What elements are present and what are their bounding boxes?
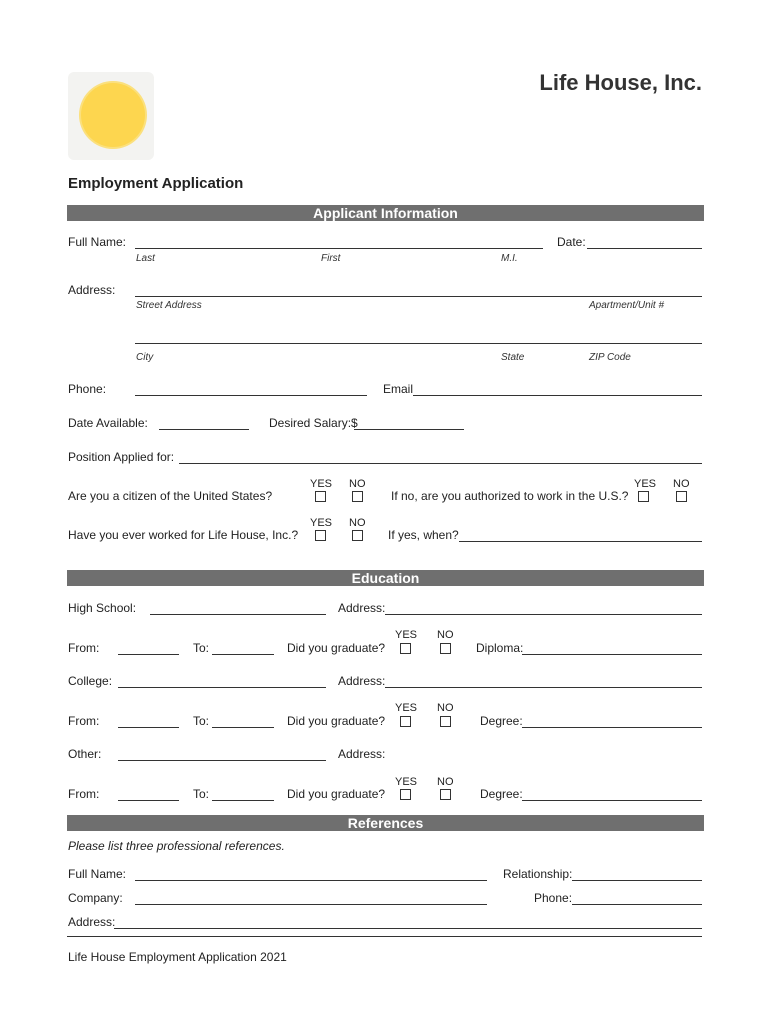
section-header-education: Education <box>67 570 704 586</box>
college-degree-label: Degree: <box>480 714 523 728</box>
hs-no-label: NO <box>437 629 454 641</box>
date-field[interactable] <box>587 248 702 249</box>
citizen-no-checkbox[interactable] <box>352 491 363 502</box>
citizen-question: Are you a citizen of the United States? <box>68 489 273 503</box>
full-name-field[interactable] <box>135 248 543 249</box>
other-degree-label: Degree: <box>480 787 523 801</box>
ref-full-name-label: Full Name: <box>68 867 127 881</box>
desired-salary-field[interactable] <box>354 429 464 430</box>
high-school-address-field[interactable] <box>385 614 702 615</box>
last-sublabel: Last <box>136 253 155 264</box>
email-field[interactable] <box>413 395 702 396</box>
authorized-no-label: NO <box>673 478 690 490</box>
address-label: Address: <box>68 283 116 297</box>
mi-sublabel: M.I. <box>501 253 518 264</box>
other-no-checkbox[interactable] <box>440 789 451 800</box>
college-graduate-question: Did you graduate? <box>287 714 386 728</box>
hs-graduate-question: Did you graduate? <box>287 641 386 655</box>
street-address-field[interactable] <box>135 296 702 297</box>
college-to-label: To: <box>193 714 210 728</box>
other-yes-checkbox[interactable] <box>400 789 411 800</box>
sun-logo-icon <box>81 83 145 147</box>
section-header-applicant: Applicant Information <box>67 205 704 221</box>
college-address-field[interactable] <box>385 687 702 688</box>
ref-address-label: Address: <box>68 915 116 929</box>
high-school-address-label: Address: <box>338 601 386 615</box>
state-sublabel: State <box>501 352 525 363</box>
desired-salary-label: Desired Salary:$ <box>269 416 358 430</box>
position-label: Position Applied for: <box>68 450 175 464</box>
other-to-label: To: <box>193 787 210 801</box>
other-to-field[interactable] <box>212 800 274 801</box>
college-to-field[interactable] <box>212 727 274 728</box>
other-graduate-question: Did you graduate? <box>287 787 386 801</box>
hs-to-label: To: <box>193 641 210 655</box>
ref-company-label: Company: <box>68 891 123 905</box>
footer-text: Life House Employment Application 2021 <box>68 950 287 964</box>
other-address-label: Address: <box>338 747 386 761</box>
authorized-yes-label: YES <box>634 478 657 490</box>
phone-field[interactable] <box>135 395 367 396</box>
worked-yes-checkbox[interactable] <box>315 530 326 541</box>
other-from-label: From: <box>68 787 100 801</box>
citizen-no-label: NO <box>349 478 366 490</box>
ref-phone-label: Phone: <box>534 891 573 905</box>
college-from-field[interactable] <box>118 727 179 728</box>
diploma-field[interactable] <box>522 654 702 655</box>
hs-from-field[interactable] <box>118 654 179 655</box>
ref-full-name-field[interactable] <box>135 880 487 881</box>
authorized-no-checkbox[interactable] <box>676 491 687 502</box>
ref-phone-field[interactable] <box>572 904 702 905</box>
ref-company-field[interactable] <box>135 904 487 905</box>
authorized-yes-checkbox[interactable] <box>638 491 649 502</box>
city-state-zip-field[interactable] <box>135 343 702 344</box>
college-address-label: Address: <box>338 674 386 688</box>
hs-no-checkbox[interactable] <box>440 643 451 654</box>
company-name: Life House, Inc. <box>539 70 702 95</box>
college-no-checkbox[interactable] <box>440 716 451 727</box>
college-yes-label: YES <box>395 702 418 714</box>
college-label: College: <box>68 674 113 688</box>
college-no-label: NO <box>437 702 454 714</box>
ref-address-field[interactable] <box>114 928 702 929</box>
other-degree-field[interactable] <box>522 800 702 801</box>
other-label: Other: <box>68 747 102 761</box>
section-header-references: References <box>67 815 704 831</box>
worked-question: Have you ever worked for Life House, Inc.? <box>68 528 299 542</box>
full-name-label: Full Name: <box>68 235 127 249</box>
hs-to-field[interactable] <box>212 654 274 655</box>
citizen-yes-checkbox[interactable] <box>315 491 326 502</box>
worked-no-checkbox[interactable] <box>352 530 363 541</box>
other-yes-label: YES <box>395 776 418 788</box>
worked-yes-label: YES <box>310 517 333 529</box>
ref-relationship-label: Relationship: <box>503 867 573 881</box>
other-from-field[interactable] <box>118 800 179 801</box>
form-title: Employment Application <box>68 175 244 192</box>
if-yes-when-field[interactable] <box>459 541 702 542</box>
ref-address-divider <box>67 936 702 937</box>
high-school-field[interactable] <box>150 614 326 615</box>
first-sublabel: First <box>321 253 341 264</box>
references-instruction: Please list three professional references. <box>68 839 285 853</box>
authorized-question: If no, are you authorized to work in the U.S.? <box>391 489 629 503</box>
date-available-label: Date Available: <box>68 416 148 430</box>
citizen-yes-label: YES <box>310 478 333 490</box>
college-field[interactable] <box>118 687 326 688</box>
position-field[interactable] <box>179 463 702 464</box>
apartment-sublabel: Apartment/Unit # <box>589 300 665 311</box>
diploma-label: Diploma: <box>476 641 524 655</box>
hs-from-label: From: <box>68 641 100 655</box>
other-field[interactable] <box>118 760 326 761</box>
if-yes-when-label: If yes, when? <box>388 528 459 542</box>
date-available-field[interactable] <box>159 429 249 430</box>
other-no-label: NO <box>437 776 454 788</box>
hs-yes-label: YES <box>395 629 418 641</box>
email-label: Email <box>383 382 414 396</box>
zip-sublabel: ZIP Code <box>589 352 631 363</box>
college-degree-field[interactable] <box>522 727 702 728</box>
hs-yes-checkbox[interactable] <box>400 643 411 654</box>
worked-no-label: NO <box>349 517 366 529</box>
phone-label: Phone: <box>68 382 107 396</box>
street-sublabel: Street Address <box>136 300 202 311</box>
city-sublabel: City <box>136 352 154 363</box>
college-from-label: From: <box>68 714 100 728</box>
high-school-label: High School: <box>68 601 137 615</box>
college-yes-checkbox[interactable] <box>400 716 411 727</box>
date-label: Date: <box>557 235 586 249</box>
ref-relationship-field[interactable] <box>572 880 702 881</box>
